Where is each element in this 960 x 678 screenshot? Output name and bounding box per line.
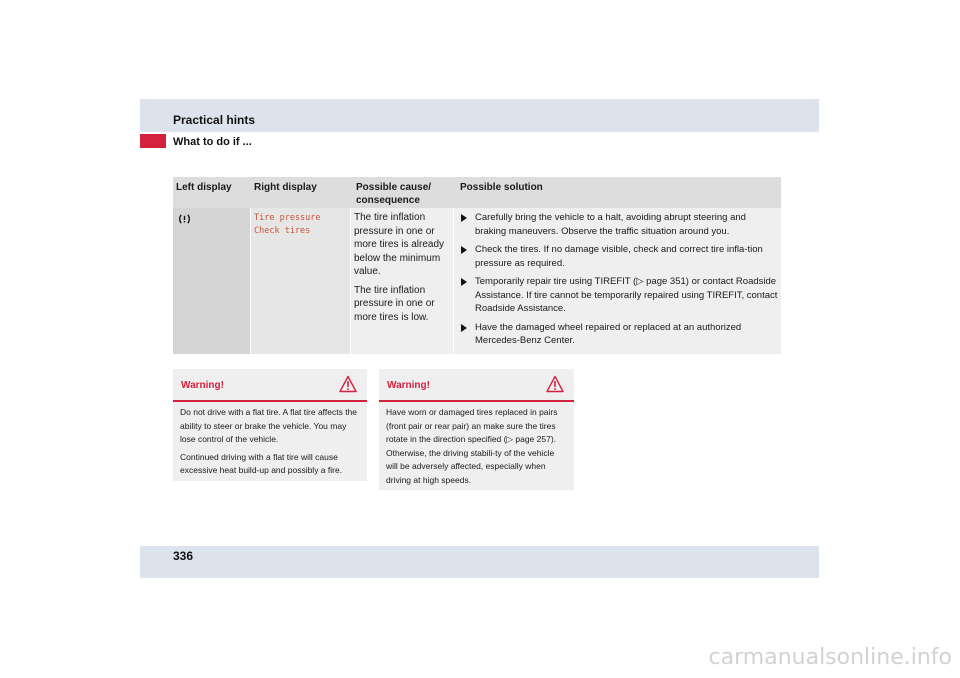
display-messages-table <box>173 177 781 354</box>
warning-triangle-icon <box>339 375 357 393</box>
subsection-title: What to do if ... <box>173 136 252 148</box>
lcd-line-2: Check tires <box>254 226 311 236</box>
list-item <box>460 321 778 348</box>
solution-text: Have the damaged wheel repaired or replaced at an authorized Mercedes-Benz Center. <box>475 321 742 346</box>
footer-band <box>140 546 819 578</box>
list-item <box>460 243 778 270</box>
watermark: carmanualsonline.info <box>708 645 952 670</box>
header-solution: Possible solution <box>460 182 543 193</box>
solution-text: Carefully bring the vehicle to a halt, avoiding abrupt steering and braking maneuvers. Observe the traffic situation around you. <box>475 212 746 237</box>
warning-box-flat-tire <box>173 369 367 481</box>
list-item <box>460 275 778 316</box>
header-right-display: Right display <box>254 182 317 193</box>
header-left-display: Left display <box>176 182 232 193</box>
solution-text: Temporarily repair tire using TIREFIT (▷ page 351) or contact Roadside Assistance. If tire cannot be temporarily repaired using TIREFIT, contact Roadside Assistance. <box>475 276 778 314</box>
bullet-arrow-icon <box>461 246 467 254</box>
cell-cause <box>351 208 453 354</box>
header-cause: Possible cause/ consequence <box>356 182 432 206</box>
section-title: Practical hints <box>173 113 256 127</box>
cell-left-display <box>173 208 250 354</box>
tire-pressure-warning-icon <box>179 214 190 224</box>
warning-title: Warning! <box>387 380 430 391</box>
list-item <box>460 211 778 238</box>
warning-text: Have worn or damaged tires replaced in pairs (front pair or rear pair) an make sure the tires rotate in the direction specified (▷ page 257). Otherwise, the driving stabili-ty of the vehicle will be adversely affected, especially when driving at high speeds. <box>386 407 558 485</box>
warning-text: Continued driving with a flat tire will cause excessive heat build-up and possibly a fire. <box>180 451 343 475</box>
lcd-line-1: Tire pressure <box>254 213 321 223</box>
cause-text: The tire inflation pressure in one or more tires is already below the minimum value. <box>354 212 445 277</box>
cause-text: The tire inflation pressure in one or more tires is low. <box>354 284 435 323</box>
table-header-row <box>173 177 781 208</box>
warning-triangle-icon <box>546 375 564 393</box>
warning-title: Warning! <box>181 380 224 391</box>
bullet-arrow-icon <box>461 324 467 332</box>
cell-right-display <box>251 208 350 354</box>
solution-text: Check the tires. If no damage visible, check and correct tire infla-tion pressure as required. <box>475 244 763 269</box>
warning-box-worn-tires <box>379 369 574 490</box>
page-number: 336 <box>173 549 194 563</box>
section-marker <box>140 134 166 148</box>
warning-header <box>379 369 574 402</box>
warning-text: Do not drive with a flat tire. A flat tire affects the ability to steer or brake the vehicle. You may lose control of the vehicle. <box>180 407 358 444</box>
warning-header <box>173 369 367 402</box>
bullet-arrow-icon <box>461 214 467 222</box>
lcd-message <box>254 212 321 238</box>
cell-solution <box>454 208 781 354</box>
bullet-arrow-icon <box>461 278 467 286</box>
